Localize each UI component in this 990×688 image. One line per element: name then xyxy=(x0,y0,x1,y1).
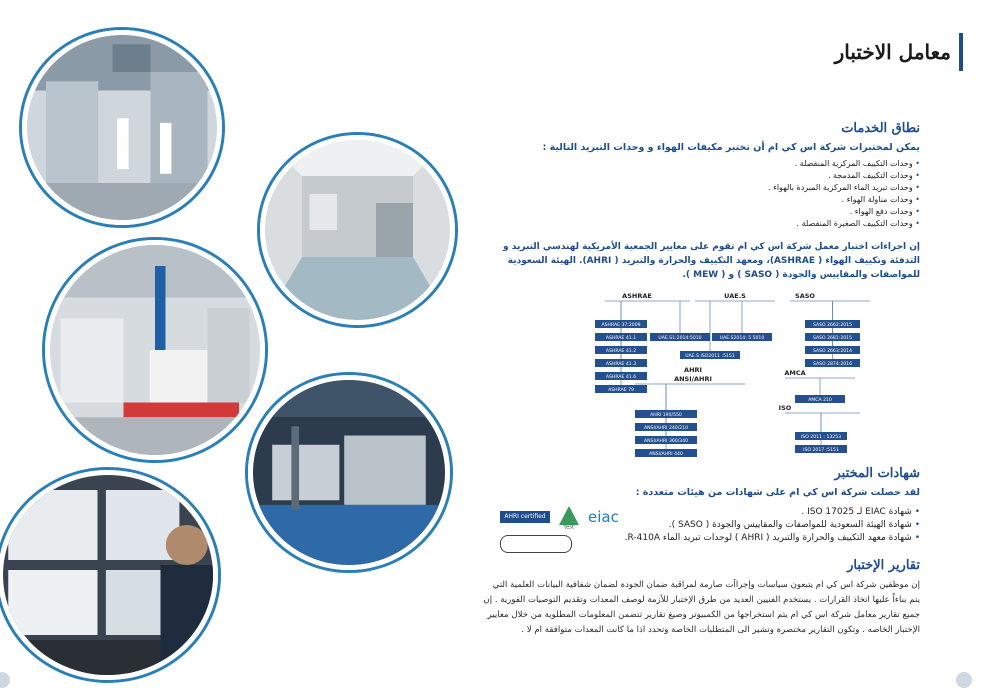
list-item: • شهادة EIAC لـ ISO 17025 . xyxy=(625,506,920,519)
standard-badge-label: ANSI/AHRI 360/340 xyxy=(643,439,689,444)
diagram-group-label: ANSI/AHRI xyxy=(674,375,712,383)
standard-badge-label: UAE.S2014: 5 5010 xyxy=(719,336,765,341)
standard-badge-label: SASO 2662:2015 xyxy=(812,323,853,328)
corner-dot-icon xyxy=(956,672,972,688)
page-header xyxy=(835,32,963,72)
standard-badge-label: ASHRAE 41.6 xyxy=(605,375,637,380)
standard-badge-label: ASHRAE 41.3 xyxy=(605,362,637,367)
photo-empty-lab-room xyxy=(260,135,455,325)
eiac-logo: eiac xyxy=(588,508,619,526)
title-accent-bar xyxy=(959,33,963,71)
reports-paragraph: إن موظفين شركة اس كي ام يتبعون سياسات وإجراآت صارمة لمراقبة ضمان الجودة لضمان شفافية البيانات العلمية التي يتم بناءاً عليها اتخاذ القرارات . يستخدم الفنيين العديد من طرق الإختبار للأزمة لوصف المعدات وتقديم التوصيات الفورية . إن جميع تقارير معامل شركة اس كي ام يتم استخراجها من الكمبيوتر وصيغ تقارير تتضمن المعلومات المطلوبة من خلال معايير الإختبار الخاصه . وتكون التقارير مختصرة وتشير الى المتطلبات الخاصة وتحدد اذا ما كانت المعدات متوافقة ام لا . xyxy=(483,580,920,635)
standard-badge-label: ISO 2011 : 13253 xyxy=(800,435,842,440)
standard-badge-label: ANSI/AHRI 240/210 xyxy=(643,426,689,431)
page-title: معامل الاختبار xyxy=(834,40,951,64)
accreditation-seal-icon xyxy=(500,535,572,553)
list-item: • وحدات التكييف الصغيرة المنفصلة . xyxy=(768,218,920,230)
diagram-group-label: UAE.S xyxy=(724,292,746,300)
photo-large-units-hall xyxy=(248,375,450,570)
standard-badge-label: SASO 2874:2016 xyxy=(812,362,853,367)
list-item: • شهادة الهيئة السعودية للمواصفات والمقاييس والجودة ( SASO ). xyxy=(625,519,920,532)
photo-test-rig xyxy=(45,240,265,460)
reports-heading: تقارير الإختبار xyxy=(847,558,920,573)
scope-list xyxy=(768,158,920,230)
svg-text:test: test xyxy=(564,524,574,529)
diagram-group-label: SASO xyxy=(795,292,815,300)
certificates-lead: لقد حصلت شركة اس كي ام على شهادات من هيئات متعددة : xyxy=(635,487,920,498)
diagram-group-label: AMCA xyxy=(784,369,806,377)
list-item: • شهادة معهد التكييف والحرارة والتبريد ( AHRI ) لوحدات تبريد الماء R-410A. xyxy=(625,532,920,545)
scope-lead: يمكن لمختبرات شركة اس كي ام أن تختبر مكيفات الهواء و وحدات التبريد التالية : xyxy=(542,142,920,153)
standard-badge-label: ISO 2017 :5151 xyxy=(803,448,839,453)
standard-badge-label: AMCA 210 xyxy=(808,398,832,403)
photo-test-chamber-workers xyxy=(22,30,222,225)
list-item: • وحدات التكييف المركزية المنفصلة . xyxy=(768,158,920,170)
standards-paragraph: إن اجراءات اختبار معمل شركة اس كي ام تقوم على معايير الجمعية الأمريكية لهندسي التبريد و التدفئة وتكييف الهواء ( ASHRAE)، ومعهد التكييف والحرارة والتبريد ( AHRI). الهيئة السعودية للمواصفات والمقاييس والجودة ( SASO ) و ( MEW ). xyxy=(503,242,920,280)
diagram-group-label: AHRI xyxy=(684,366,702,374)
list-item: • وحدات دفع الهواء . xyxy=(768,206,920,218)
diagram-group-label: ASHRAE xyxy=(622,292,652,300)
standard-badge-label: AHRI 190/550 xyxy=(650,413,682,418)
scope-heading: نطاق الخدمات xyxy=(841,121,920,136)
standards-diagram xyxy=(595,290,875,465)
standard-badge-label: UAE.S1:2014:5010 xyxy=(658,336,702,341)
list-item: • وحدات تبريد الماء المركزية المبردة بالهواء . xyxy=(768,182,920,194)
certificates-list xyxy=(625,506,920,545)
certificates-heading: شهادات المختبر xyxy=(834,466,920,481)
photo-engineer-computer xyxy=(0,470,218,680)
standard-badge-label: SASO 2663:2014 xyxy=(812,349,853,354)
standard-badge-label: ASHRAE 79 xyxy=(608,388,634,393)
standard-badge-label: UAE.S ISO2011 :5151 xyxy=(685,354,735,359)
standard-badge-label: SASO 2681:2015 xyxy=(812,336,853,341)
standard-badge-label: ASHRAE 41.1 xyxy=(605,336,637,341)
standard-badge-label: ANSI/AHRI 440 xyxy=(649,452,683,457)
standard-badge-label: ASHRAE 37:2009 xyxy=(601,323,641,328)
photo-collage xyxy=(0,0,470,680)
list-item: • وحدات التكييف المدمجة . xyxy=(768,170,920,182)
list-item: • وحدات مناولة الهواء . xyxy=(768,194,920,206)
test-logo xyxy=(558,505,580,529)
certification-logos xyxy=(500,505,635,555)
corner-dot-icon xyxy=(0,672,10,688)
diagram-group-label: ISO xyxy=(778,404,792,412)
ahri-logo: AHRI certified xyxy=(500,511,550,523)
content-panel xyxy=(470,0,975,680)
standard-badge-label: ASHRAE 41.2 xyxy=(605,349,637,354)
